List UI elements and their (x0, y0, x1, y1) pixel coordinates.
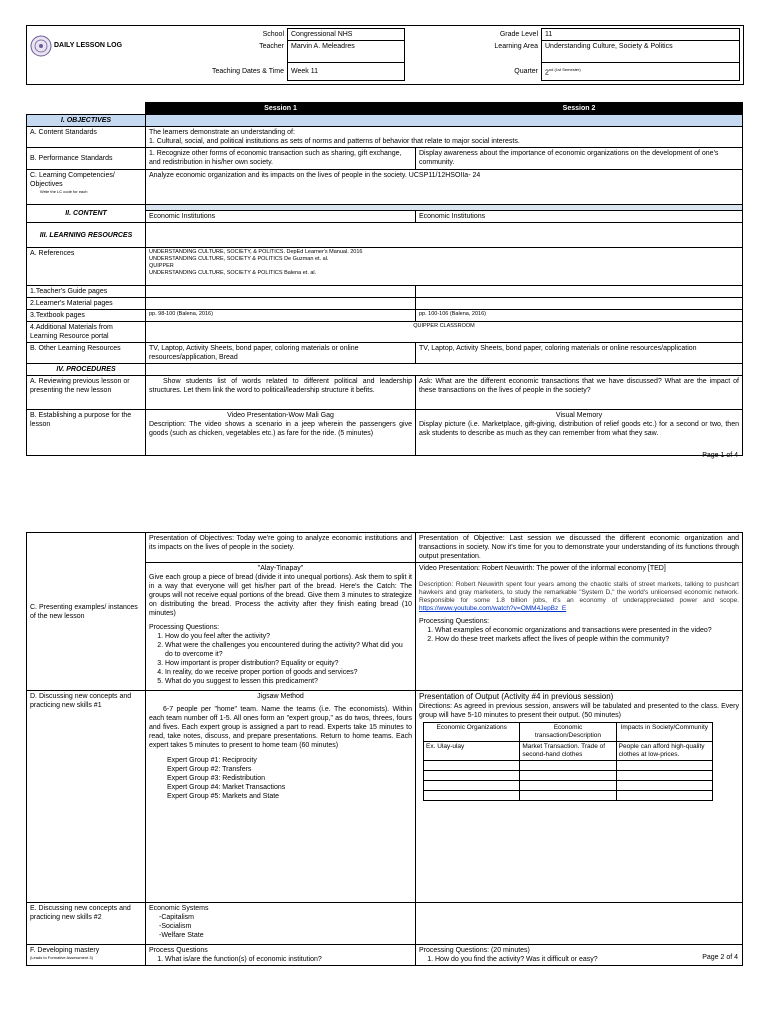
objectives-presentation-s2: Presentation of Objective: Last session we discussed the different economic organization and transactions in society. Now it's time for you to demonstrate your understanding of its functions through output presentation. (416, 533, 743, 563)
reviewing-s1: Show students list of words related to different political and leadership structures. Let them link the word to political/leadership structure it befits. (146, 376, 416, 410)
performance-standard-s2: Display awareness about the importance of economic organizations on the development of one's community. (416, 148, 743, 170)
textbook-pages-s2: pp. 100-106 (Balena, 2016) (416, 310, 743, 322)
additional-materials: QUIPPER CLASSROOM (146, 322, 743, 343)
quarter-value: $2^{nd (1st Semester)}$ (542, 63, 740, 81)
lesson-table-page-1 (26, 102, 743, 456)
youtube-link[interactable]: https://www.youtube.com/watch?v=OMM4JepBz_E (419, 605, 567, 612)
session-2-header: Session 2 (416, 103, 743, 115)
other-resources-label: B. Other Learning Resources (27, 343, 146, 364)
references-label: A. References (27, 248, 146, 286)
quarter-label: Quarter (514, 68, 538, 75)
tg-pages-label: 1.Teacher's Guide pages (27, 286, 146, 298)
discussing-1-label: D. Discussing new concepts and practicing new skills #1 (27, 691, 146, 903)
performance-standard-s1: 1. Recognize other forms of economic transaction such as sharing, gift exchange, and redistribution in his/her own society. (146, 148, 416, 170)
header-frame (26, 25, 744, 85)
presenting-examples-s1: "Alay-Tinapay" Give each group a piece of bread (divide it into unequal portions). Ask them to split it in a way that everyone will get his/her part of the bread. Here's the Catch: The groups will not receive equal portions of the bread. Give them 3 minutes to strategize on distributing the bread. Process the activity after they finish eating bread (10 minutes) Processing Questions: 1. How do you feel after the activity? 2. What were the challenges you encountered during the activity? What did you do to overcome it? 3. How important is proper distribution? Equality or equity? 4. In reality, do we receive proper portion of goods and services? 5. What do you suggest to lessen this predicament? (146, 563, 416, 691)
objectives-heading: I. OBJECTIVES (27, 115, 146, 127)
reviewing-s2: Ask: What are the different economic transactions that we have discussed? What are the impact of these transactions on the lives of people in the society? (416, 376, 743, 410)
mastery-s2: Processing Questions: (20 minutes) 1. How do you find the activity? Was it difficult or easy? (416, 945, 743, 966)
grade-value: 11 (542, 29, 740, 41)
discussing-1-s1: Jigsaw Method 6-7 people per "home" team. Name the teams (i.e. The economists). Within each team number off 1-5. All ones form an "expert group," as do twos, threes, fours and fives. Each expert group is assigned a part to read. Experts take 15 minutes to read, take notes, discuss, and prepare presentations. Return to home teams. Each expert takes 5 minutes to present to home team (60 minutes) Expert Group #1: Reciprocity Expert Group #2: Transfers Expert Group #3: Redistribution Expert Group #4: Market Transactions Expert Group #5: Markets and State (146, 691, 416, 903)
output-table: Economic Organizations Economic transaction/Description Impacts in Society/Community Ex. Ulay-ulay Market Transaction. Trade of second-hand clothes People can afford high-quality clothes at low-prices. (423, 722, 713, 801)
dates-value: Week 11 (288, 63, 405, 81)
page-number-1: Page 1 of 4 (702, 452, 738, 459)
school-value: Congressional NHS (288, 29, 405, 41)
purpose-s2: Visual Memory Display picture (i.e. Marketplace, gift-giving, distribution of relief goods etc.) for a second or two, then ask students to describe as much as they can remember from what they saw. (416, 410, 743, 456)
lm-pages-label: 2.Learner's Material pages (27, 298, 146, 310)
reviewing-label: A. Reviewing previous lesson or presenting the new lesson (27, 376, 146, 410)
textbook-pages-s1: pp. 98-100 (Balena, 2016) (146, 310, 416, 322)
objectives-presentation-s1: Presentation of Objectives: Today we're going to analyze economic institutions and its impacts on the lives of people in the society. (146, 533, 416, 563)
resources-note (146, 223, 743, 248)
additional-materials-label: 4.Additional Materials from Learning Resource portal (27, 322, 146, 343)
purpose-label: B. Establishing a purpose for the lesson (27, 410, 146, 456)
mastery-s1: Process Questions 1. What is/are the function(s) of economic institution? (146, 945, 416, 966)
content-s1: Economic Institutions (146, 211, 416, 223)
presenting-examples-s2: Video Presentation: Robert Neuwirth: The power of the informal economy [TED] Description: Robert Neuwirth spent four years among the chaotic stalls of street markets, talking to pushcart hawkers and gray marketers, to study the remarkable "System D," the world's unlicensed economic network. Responsible for some 1.8 billion jobs, it's an economy of underappreciated power and scope. https://www.youtube.com/watch?v=OMM4JepBz_E Processing Questions: 1. What examples of economic organizations and transactions were presented in the video? 2. How do these treet markets affect the lives of people within the community? (416, 563, 743, 691)
discussing-1-s2: Presentation of Output (Activity #4 in previous session) Directions: As agreed in previous session, answers will be tabulated and presented to the class. Every group will have 5-10 minutes to present their output. (50 minutes) Economic Organizations Economic transaction/Description Impacts in Society/Community Ex. Ulay-ulay Market Transaction. Trade of second-hand clothes People can afford high-quality clothes at low-prices. (416, 691, 743, 903)
area-value: Understanding Culture, Society & Politics (542, 41, 740, 63)
procedures-note (146, 364, 743, 376)
content-standards: The learners demonstrate an understanding of: 1. Cultural, social, and political institutions as sets of norms and patterns of behavior that relate to major social interests. (146, 127, 743, 148)
grade-label: Grade Level (499, 30, 538, 38)
discussing-2-s1: Economic Systems -Capitalism -Socialism -Welfare State (146, 903, 416, 945)
teacher-value: Marvin A. Meleadres (288, 41, 405, 63)
content-standards-label: A. Content Standards (27, 127, 146, 148)
presenting-examples-label: C. Presenting examples/ instances of the new lesson (27, 533, 146, 691)
resources-heading: III. LEARNING RESOURCES (27, 223, 146, 248)
procedures-heading: IV. PROCEDURES (27, 364, 146, 376)
discussing-2-label: E. Discussing new concepts and practicing new skills #2 (27, 903, 146, 945)
area-label: Learning Area (494, 42, 538, 50)
other-resources-s1: TV, Laptop, Activity Sheets, bond paper, coloring materials or online resources/application, Bread (146, 343, 416, 364)
page-number-2: Page 2 of 4 (702, 954, 738, 961)
objectives-note (146, 115, 743, 127)
competencies: Analyze economic organization and its impacts on the lives of people in the society. UCSP11/12HSOIIa- 24 (146, 170, 743, 205)
session-1-header: Session 1 (146, 103, 416, 115)
competencies-label: C. Learning Competencies/ Objectives Write the LC code for each (27, 170, 146, 205)
school-label: School (262, 30, 284, 38)
performance-standards-label: B. Performance Standards (27, 148, 146, 170)
content-heading: II. CONTENT (27, 205, 146, 223)
discussing-2-s2 (416, 903, 743, 945)
content-s2: Economic Institutions (416, 211, 743, 223)
purpose-s1: Video Presentation-Wow Mali Gag Description: The video shows a scenario in a jeep wherein the passengers give goods (such as chicken, vegetables etc.) as fare for the ride. (5 minutes) (146, 410, 416, 456)
other-resources-s2: TV, Laptop, Activity Sheets, bond paper, coloring materials or online resources/application (416, 343, 743, 364)
mastery-label: F. Developing mastery (Leads to Formative Assessment 3) (27, 945, 146, 966)
teacher-label: Teacher (259, 42, 284, 50)
textbook-pages-label: 3.Textbook pages (27, 310, 146, 322)
doc-title: DAILY LESSON LOG (54, 42, 123, 49)
references: UNDERSTANDING CULTURE, SOCIETY, & POLITICS. DepEd Learner's Manual. 2016 UNDERSTANDING CULTURE, SOCIETY & POLITICS De Guzman et. al. QUIPPER UNDERSTANDING CULTURE, SOCIETY & POLITICS Balena et. al. (146, 248, 743, 286)
lesson-table-page-2 (26, 532, 743, 966)
dates-label: Teaching Dates & Time (212, 68, 284, 75)
